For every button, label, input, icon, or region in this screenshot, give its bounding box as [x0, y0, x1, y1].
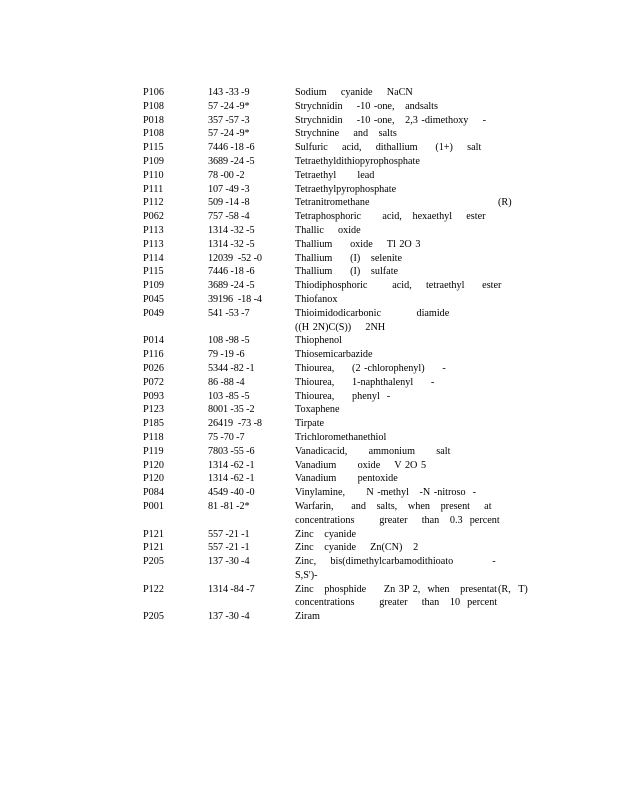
substance-name — [295, 403, 495, 417]
cas-number: 7446 -18 -6 — [208, 266, 255, 278]
substance-name-line: Thiourea, 1-naphthalenyl - — [295, 376, 435, 388]
cas-number: 557 -21 -1 — [208, 542, 250, 554]
list-item — [143, 238, 583, 252]
substance-name — [295, 459, 495, 473]
cas-number: 1314 -62 -1 — [208, 459, 255, 471]
cas-number: 79 -19 -6 — [208, 349, 245, 361]
waste-code: P120 — [143, 473, 164, 485]
waste-code: P123 — [143, 404, 164, 416]
substance-name-line: Tetraethyl lead — [295, 169, 375, 181]
substance-name — [295, 100, 495, 114]
waste-code: P205 — [143, 611, 164, 623]
substance-name-line: S,S')- — [295, 569, 318, 581]
substance-name-line: Zinc cyanide Zn(CN) 2 — [295, 542, 419, 554]
substance-name-line: Thallic oxide — [295, 224, 361, 236]
substance-name — [295, 141, 495, 155]
substance-name — [295, 252, 495, 266]
substance-name-line: Ziram — [295, 611, 320, 623]
waste-code: P026 — [143, 362, 164, 374]
waste-code: P062 — [143, 211, 164, 223]
substance-name-line: Sodium cyanide NaCN — [295, 87, 413, 98]
cas-number: 4549 -40 -0 — [208, 487, 255, 499]
list-item — [143, 265, 583, 279]
substance-name — [295, 541, 495, 555]
waste-code: P045 — [143, 293, 164, 305]
substance-name — [295, 183, 495, 197]
list-item — [143, 307, 583, 335]
substance-name-line: Thallium (I) selenite — [295, 252, 403, 264]
substance-name — [295, 472, 495, 486]
substance-name — [295, 86, 495, 100]
substance-name — [295, 348, 495, 362]
waste-code: P014 — [143, 335, 164, 347]
list-item — [143, 555, 583, 583]
list-item — [143, 348, 583, 362]
list-item — [143, 445, 583, 459]
substance-name — [295, 114, 495, 128]
waste-code: P205 — [143, 556, 164, 568]
substance-name-line: Thallium (I) sulfate — [295, 266, 399, 278]
cas-number: 57 -24 -9* — [208, 100, 250, 112]
substance-name — [295, 500, 500, 528]
waste-code: P121 — [143, 542, 164, 554]
waste-code: P113 — [143, 238, 164, 250]
cas-number: 75 -70 -7 — [208, 431, 245, 443]
waste-code: P111 — [143, 183, 164, 195]
substance-name-line: Thiourea, phenyl - — [295, 390, 391, 402]
cas-number: 1314 -32 -5 — [208, 224, 255, 236]
list-item — [143, 486, 583, 500]
substance-name-line: Warfarin, and salts, when present at — [295, 500, 492, 512]
cas-number: 137 -30 -4 — [208, 556, 250, 568]
substance-name-line: Strychnine and salts — [295, 128, 397, 140]
substance-name — [295, 293, 495, 307]
cas-number: 39196 -18 -4 — [208, 293, 262, 305]
substance-name-line: Trichloromethanethiol — [295, 431, 387, 443]
list-item — [143, 390, 583, 404]
waste-code: P109 — [143, 155, 164, 167]
waste-code: P108 — [143, 128, 164, 140]
list-item — [143, 610, 583, 624]
cas-number: 1314 -84 -7 — [208, 583, 255, 595]
cas-number: 81 -81 -2* — [208, 500, 250, 512]
cas-number: 107 -49 -3 — [208, 183, 250, 195]
waste-code: P072 — [143, 376, 164, 388]
substance-name-line: Zinc cyanide — [295, 528, 356, 540]
cas-number: 78 -00 -2 — [208, 169, 245, 181]
cas-number: 26419 -73 -8 — [208, 418, 262, 430]
cas-number: 757 -58 -4 — [208, 211, 250, 223]
cas-number: 143 -33 -9 — [208, 87, 250, 98]
waste-code: P120 — [143, 459, 164, 471]
list-item — [143, 583, 583, 611]
substance-name-line: Zinc, bis(dimethylcarbamodithioato - — [295, 556, 496, 568]
list-item — [143, 403, 583, 417]
waste-code: P115 — [143, 266, 164, 278]
cas-number: 557 -21 -1 — [208, 528, 250, 540]
substance-name-line: Strychnidin -10 -one, 2,3 -dimethoxy - — [295, 114, 486, 126]
cas-number: 103 -85 -5 — [208, 390, 250, 402]
substance-name — [295, 334, 495, 348]
substance-name — [295, 238, 495, 252]
cas-number: 86 -88 -4 — [208, 376, 245, 388]
waste-code: P108 — [143, 100, 164, 112]
substance-name-line: Toxaphene — [295, 404, 340, 416]
substance-name-line: Sulfuric acid, dithallium (1+) salt — [295, 142, 482, 154]
substance-name-line: Thioimidodicarbonic diamide — [295, 307, 450, 319]
list-item — [143, 141, 583, 155]
substance-name — [295, 265, 495, 279]
waste-code: P114 — [143, 252, 164, 264]
substance-name-line: Zinc phosphide Zn 3P 2, when presentat — [295, 583, 497, 595]
cas-number: 7803 -55 -6 — [208, 445, 255, 457]
substance-name-line: Strychnidin -10 -one, andsalts — [295, 100, 438, 112]
list-item — [143, 459, 583, 473]
cas-number: 12039 -52 -0 — [208, 252, 262, 264]
substance-name — [295, 528, 495, 542]
cas-number: 541 -53 -7 — [208, 307, 250, 319]
list-item — [143, 100, 583, 114]
cas-number: 3689 -24 -5 — [208, 155, 255, 167]
cas-number: 5344 -82 -1 — [208, 362, 255, 374]
cas-number: 3689 -24 -5 — [208, 280, 255, 292]
list-item — [143, 431, 583, 445]
substance-name-line: Thiosemicarbazide — [295, 349, 373, 361]
list-item — [143, 472, 583, 486]
substance-name-line: Tetraethyldithiopyrophosphate — [295, 155, 420, 167]
cas-number: 7446 -18 -6 — [208, 142, 255, 154]
substance-name-line: ((H 2N)C(S)) 2NH — [295, 321, 386, 333]
substance-name — [295, 169, 495, 183]
list-item — [143, 114, 583, 128]
waste-code: P110 — [143, 169, 164, 181]
substance-name — [295, 417, 495, 431]
substance-name — [295, 307, 495, 335]
waste-code: P121 — [143, 528, 164, 540]
list-item — [143, 224, 583, 238]
hazard-code: (R, T) — [498, 583, 528, 595]
list-item — [143, 376, 583, 390]
waste-code: P001 — [143, 500, 164, 512]
cas-number: 57 -24 -9* — [208, 128, 250, 140]
substance-name — [295, 155, 495, 169]
waste-code: P112 — [143, 197, 164, 209]
list-item — [143, 183, 583, 197]
substance-name — [295, 210, 495, 224]
waste-code: P122 — [143, 583, 164, 595]
substance-name-line: Vanadium pentoxide — [295, 473, 398, 485]
substance-name-line: Tetraphosphoric acid, hexaethyl ester — [295, 211, 486, 223]
hazard-code: (R) — [498, 197, 512, 209]
list-item — [143, 252, 583, 266]
cas-number: 509 -14 -8 — [208, 197, 250, 209]
list-item — [143, 293, 583, 307]
list-item — [143, 528, 583, 542]
list-item — [143, 334, 583, 348]
substance-name — [295, 376, 495, 390]
cas-number: 1314 -62 -1 — [208, 473, 255, 485]
substance-name-line: Vinylamine, N -methyl -N -nitroso - — [295, 487, 477, 499]
substance-name — [295, 390, 495, 404]
substance-name-line: Tetraethylpyrophosphate — [295, 183, 397, 195]
list-item — [143, 196, 583, 210]
substance-name-line: Thiophenol — [295, 335, 342, 347]
waste-code: P185 — [143, 418, 164, 430]
substance-name-line: Thiodiphosphoric acid, tetraethyl ester — [295, 280, 502, 292]
cas-number: 108 -98 -5 — [208, 335, 250, 347]
waste-code: P093 — [143, 390, 164, 402]
substance-name — [295, 224, 495, 238]
list-item — [143, 169, 583, 183]
waste-code: P109 — [143, 280, 164, 292]
substance-name — [295, 610, 495, 624]
substance-name-line: Thallium oxide Tl 2O 3 — [295, 238, 421, 250]
waste-code: P106 — [143, 87, 164, 98]
hazardous-waste-listing — [143, 86, 583, 624]
list-item — [143, 500, 583, 528]
waste-code: P116 — [143, 349, 164, 361]
substance-name — [295, 445, 495, 459]
waste-code: P084 — [143, 487, 164, 499]
waste-code: P115 — [143, 142, 164, 154]
cas-number: 137 -30 -4 — [208, 611, 250, 623]
waste-code: P049 — [143, 307, 164, 319]
waste-code: P118 — [143, 431, 164, 443]
substance-name-line: Vanadicacid, ammonium salt — [295, 445, 451, 457]
substance-name-line: Vanadium oxide V 2O 5 — [295, 459, 427, 471]
substance-name — [295, 583, 498, 611]
substance-name-line: Thiourea, (2 -chlorophenyl) - — [295, 362, 446, 374]
waste-code: P113 — [143, 224, 164, 236]
list-item — [143, 155, 583, 169]
substance-name-line: Thiofanox — [295, 293, 338, 305]
list-item — [143, 541, 583, 555]
substance-name — [295, 555, 495, 583]
substance-name — [295, 196, 495, 210]
list-item — [143, 127, 583, 141]
list-item — [143, 279, 583, 293]
substance-name-line: Tetranitromethane — [295, 197, 370, 209]
substance-name — [295, 486, 495, 500]
substance-name — [295, 431, 495, 445]
substance-name-line: concentrations greater than 0.3 percent — [295, 514, 500, 526]
cas-number: 357 -57 -3 — [208, 114, 250, 126]
list-item — [143, 210, 583, 224]
substance-name-line: Tirpate — [295, 418, 325, 430]
cas-number: 8001 -35 -2 — [208, 404, 255, 416]
substance-name — [295, 362, 495, 376]
substance-name — [295, 279, 502, 293]
list-item — [143, 362, 583, 376]
cas-number: 1314 -32 -5 — [208, 238, 255, 250]
substance-name — [295, 127, 495, 141]
list-item — [143, 417, 583, 431]
waste-code: P119 — [143, 445, 164, 457]
list-item — [143, 86, 583, 100]
substance-name-line: concentrations greater than 10 percent — [295, 597, 498, 609]
waste-code: P018 — [143, 114, 164, 126]
